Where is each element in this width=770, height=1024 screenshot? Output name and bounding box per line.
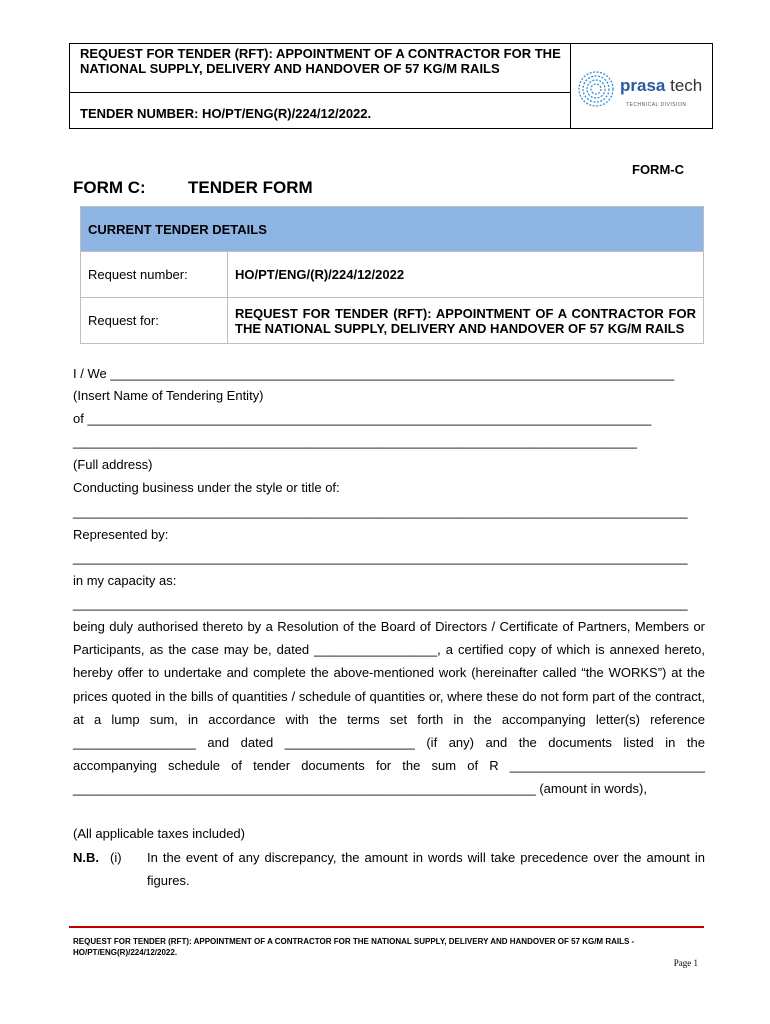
row-label: Request for: <box>81 298 228 344</box>
header-title: REQUEST FOR TENDER (RFT): APPOINTMENT OF A CONTRACTOR FOR THE NATIONAL SUPPLY, DELIVERY AND HANDOVER OF 57 KG/M RAILS <box>80 46 561 76</box>
entity-name-hint: (Insert Name of Tendering Entity) <box>73 388 264 403</box>
offer-paragraph: being duly authorised thereto by a Resolution of the Board of Directors / Certificate of Partners, Members or Participants, as the case may be, dated _________________, a certified copy of which is annexed hereto, hereby offer to undertake and complete the above-mentioned work (hereinafter called “the WORKS”) at the prices quoted in the bills of quantities / schedule of quantities or, where these do not form part of the contract, at a lump sum, in accordance with the terms set forth in the accompanying letter(s) reference _________________ and dated __________________ (if any) and the documents listed in the accompanying schedule of tender documents for the sum of R ___________________________ ________________________________________________________________ (amount in words), <box>73 619 705 797</box>
capacity-label: in my capacity as: <box>73 573 177 588</box>
address-hint: (Full address) <box>73 457 153 472</box>
nb-text: In the event of any discrepancy, the amount in words will take precedence over the amount in figures. <box>147 850 705 888</box>
form-title: FORM C: <box>73 178 146 197</box>
taxes-note: (All applicable taxes included) <box>73 826 245 841</box>
logo-subtitle: TECHNICAL DIVISION <box>626 102 687 108</box>
conducting-field[interactable]: _____________________________________________________________________________________ <box>73 504 688 519</box>
conducting-label: Conducting business under the style or title of: <box>73 480 340 495</box>
footer-text: REQUEST FOR TENDER (RFT): APPOINTMENT OF A CONTRACTOR FOR THE NATIONAL SUPPLY, DELIVERY AND HANDOVER OF 57 KG/M RAILS - HO/PT/ENG(R)/224/12/2022. <box>73 937 635 957</box>
row-value: REQUEST FOR TENDER (RFT): APPOINTMENT OF A CONTRACTOR FOR THE NATIONAL SUPPLY, DELIVERY AND HANDOVER OF 57 KG/M RAILS <box>228 298 704 344</box>
prasa-tech-logo <box>576 66 708 112</box>
represented-label: Represented by: <box>73 527 169 542</box>
address-field-1[interactable]: of ______________________________________________________________________________ <box>73 411 652 426</box>
table-heading: CURRENT TENDER DETAILS <box>81 207 704 252</box>
header-divider <box>70 92 570 93</box>
logo-name-b: tech <box>665 76 703 95</box>
tender-number: TENDER NUMBER: HO/PT/ENG(R)/224/12/2022. <box>80 106 372 121</box>
nb-label: N.B. <box>73 850 99 865</box>
logo-wordmark <box>620 76 702 96</box>
table-row <box>81 298 704 344</box>
logo-name-a: prasa <box>620 76 666 95</box>
nb-index: (i) <box>110 850 122 865</box>
logo-swirl-icon <box>576 69 616 109</box>
capacity-field[interactable]: _____________________________________________________________________________________ <box>73 596 688 611</box>
table-row <box>81 252 704 298</box>
row-label: Request number: <box>81 252 228 298</box>
address-field-2[interactable]: ______________________________________________________________________________ <box>73 434 637 449</box>
row-value: HO/PT/ENG/(R)/224/12/2022 <box>228 252 704 298</box>
form-label-right: FORM-C <box>632 162 684 177</box>
header-box <box>69 43 713 129</box>
header-left-cell <box>70 44 571 128</box>
entity-name-field[interactable]: I / We ______________________________________________________________________________ <box>73 366 675 381</box>
tender-details-table <box>80 206 704 344</box>
represented-field[interactable]: _____________________________________________________________________________________ <box>73 550 688 565</box>
form-subtitle: TENDER FORM <box>188 178 313 197</box>
footer-rule <box>69 926 704 928</box>
page-number: Page 1 <box>673 958 698 968</box>
